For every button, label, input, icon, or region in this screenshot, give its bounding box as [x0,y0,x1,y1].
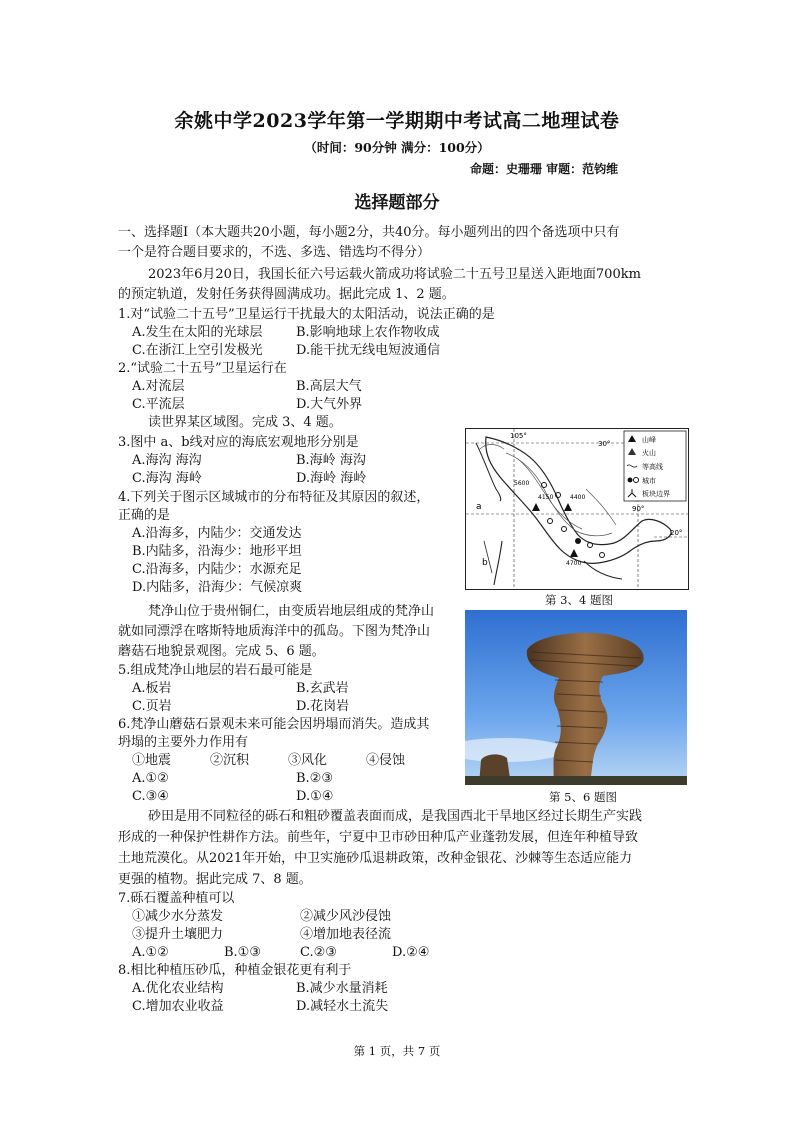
legend-peak-label: 山峰 [642,436,656,444]
q8-stem: 8.相比种植压砂瓜，种植金银花更有利于 [118,963,352,978]
passage-56-line-1: 梵净山位于贵州铜仁，由变质岩地层组成的梵净山 [148,604,435,619]
passage-78-line-3: 土地荒漠化。从2021年开始，中卫实施砂瓜退耕政策，改种金银花、沙棘等生态适应能力 [118,851,633,866]
exam-title: 余姚中学2023学年第一学期期中考试高二地理试卷 [174,110,620,132]
q4-stem-line-1: 4.下列关于图示区域城市的分布特征及其原因的叙述， [118,490,430,505]
q3-option-a: A.海沟 海沟 [132,453,202,468]
peak-marker [532,503,540,511]
instructions-line-2: 一个是符合题目要求的，不选、多选、错选均不得分） [118,245,431,260]
passage-78-line-1: 砂田是用不同粒径的砾石和粗砂覆盖表面而成，是我国西北干旱地区经过长期生产实践 [148,809,643,824]
q4-stem-line-2: 正确的是 [118,508,171,523]
lon-label: 90° [632,505,645,513]
q6-option-c: C.③④ [132,789,169,804]
q5-option-b: B.玄武岩 [296,681,349,696]
city-marker [600,553,605,558]
elevation-label: 5600 [514,480,530,487]
passage-12-line-2: 的预定轨道，发射任务获得圆满成功。据此完成 1、2 题。 [118,287,455,302]
q2-stem: 2.“试验二十五号”卫星运行在 [118,361,287,376]
passage-78-line-4: 更强的植物。据此完成 7、8 题。 [118,872,312,887]
contour-line [506,453,612,536]
legend-city-icon [628,478,633,483]
q7-item-2: ②减少风沙侵蚀 [300,909,392,924]
elevation-label: 4400 [570,494,586,501]
q6-item-3: ③风化 [288,753,328,768]
page-footer: 第 1 页，共 7 页 [353,1044,441,1058]
passage-56-line-2: 就如同漂浮在喀斯特地质海洋中的孤岛。下图为梵净山 [118,624,431,639]
q1-option-c: C.在浙江上空引发极光 [132,343,263,358]
q7-item-1: ①减少水分蒸发 [132,909,224,924]
lat-label: 20° [670,529,683,537]
q6-item-1: ①地震 [132,753,172,768]
label-b: b [482,558,488,568]
q4-option-c: C.沿海多，内陆少：水源充足 [132,562,302,577]
q2-option-c: C.平流层 [132,397,185,412]
q7-option-b: B.①③ [224,945,261,960]
q7-option-a: A.①② [132,945,169,960]
volcano-marker [570,549,578,557]
q1-option-a: A.发生在太阳的光球层 [132,325,263,340]
photo-caption: 第 5、6 题图 [549,790,617,804]
q8-option-a: A.优化农业结构 [132,981,224,996]
q3-stem: 3.图中 a、b线对应的海底宏观地形分别是 [118,435,359,450]
elevation-label: 4150 [538,494,554,501]
q1-option-b: B.影响地球上农作物收成 [296,325,440,340]
q3-option-c: C.海沟 海岭 [132,471,202,486]
q6-option-d: D.①④ [296,789,334,804]
q2-option-d: D.大气外界 [296,397,363,412]
q1-option-d: D.能干扰无线电短波通信 [296,343,441,358]
mushroom-rock-image [465,610,687,785]
q1-stem: 1.对“试验二十五号”卫星运行干扰最大的太阳活动，说法正确的是 [118,307,495,322]
legend-contour-label: 等高线 [642,463,663,471]
q2-option-a: A.对流层 [132,379,185,394]
passage-34: 读世界某区域图。完成 3、4 题。 [148,415,342,430]
exam-authors: 命题：史珊珊 审题：范钧维 [470,162,619,176]
elevation-label: 4700 [566,560,582,567]
legend-plate-boundary-label: 板块边界 [642,490,670,498]
lat-label: 30° [598,440,611,448]
q6-stem-line-2: 坍塌的主要外力作用有 [118,735,249,750]
q4-option-a: A.沿海多，内陆少：交通发达 [132,526,302,541]
legend-volcano-label: 火山 [642,449,656,457]
q7-stem: 7.砾石覆盖种植可以 [118,891,235,906]
passage-56-line-3: 蘑菇石地貌景观图。完成 5、6 题。 [118,644,325,659]
q4-option-d: D.内陆多，沿海少：气候凉爽 [132,580,303,595]
plate-boundary [494,541,502,585]
baja-peninsula [476,443,501,501]
q2-option-b: B.高层大气 [296,379,362,394]
legend-city-label: 城市 [642,477,656,485]
q8-option-c: C.增加农业收益 [132,999,224,1014]
q5-option-c: C.页岩 [132,699,172,714]
q5-option-a: A.板岩 [132,681,172,696]
region-map-figure [465,428,689,590]
q8-option-d: D.减轻水土流失 [296,999,389,1014]
q6-stem-line-1: 6.梵净山蘑菇石景观未来可能会因坍塌而消失。造成其 [118,717,430,732]
lon-label: 105° [510,432,527,440]
q6-item-4: ④侵蚀 [366,753,406,768]
q7-option-d: D.②④ [392,945,430,960]
section-title: 选择题部分 [354,193,440,213]
q3-option-b: B.海岭 海沟 [296,453,366,468]
q7-item-4: ④增加地表径流 [300,927,392,942]
city-marker [548,519,553,524]
city-marker [562,527,567,532]
line-b [484,541,492,573]
exam-time-score: （时间：90分钟 满分：100分） [304,140,490,155]
q5-option-d: D.花岗岩 [296,699,350,714]
q8-option-b: B.减少水量消耗 [296,981,388,996]
map-caption: 第 3、4 题图 [545,593,613,607]
instructions-line-1: 一、选择题Ⅰ（本大题共20小题，每小题2分，共40分。每小题列出的四个备选项中只有 [118,225,620,240]
q7-item-3: ③提升土壤肥力 [132,927,224,942]
q4-option-b: B.内陆多，沿海少：地形平坦 [132,544,302,559]
mushroom-rock-photo [465,610,687,785]
q3-option-d: D.海岭 海岭 [296,471,367,486]
q6-option-b: B.②③ [296,771,333,786]
city-marker [575,538,581,544]
region-map [466,429,688,589]
volcano-marker [564,503,572,511]
passage-78-line-2: 形成的一种保护性耕作方法。前些年，宁夏中卫市砂田种瓜产业蓬勃发展，但连年种植导致 [118,830,639,845]
passage-12-line-1: 2023年6月20日，我国长征六号运载火箭成功将试验二十五号卫星送入距地面700km [148,267,641,282]
q7-option-c: C.②③ [300,945,337,960]
contour-line [480,445,616,526]
label-a: a [476,502,482,512]
q5-stem: 5.组成梵净山地层的岩石最可能是 [118,663,313,678]
q6-option-a: A.①② [132,771,169,786]
q6-item-2: ②沉积 [210,753,250,768]
